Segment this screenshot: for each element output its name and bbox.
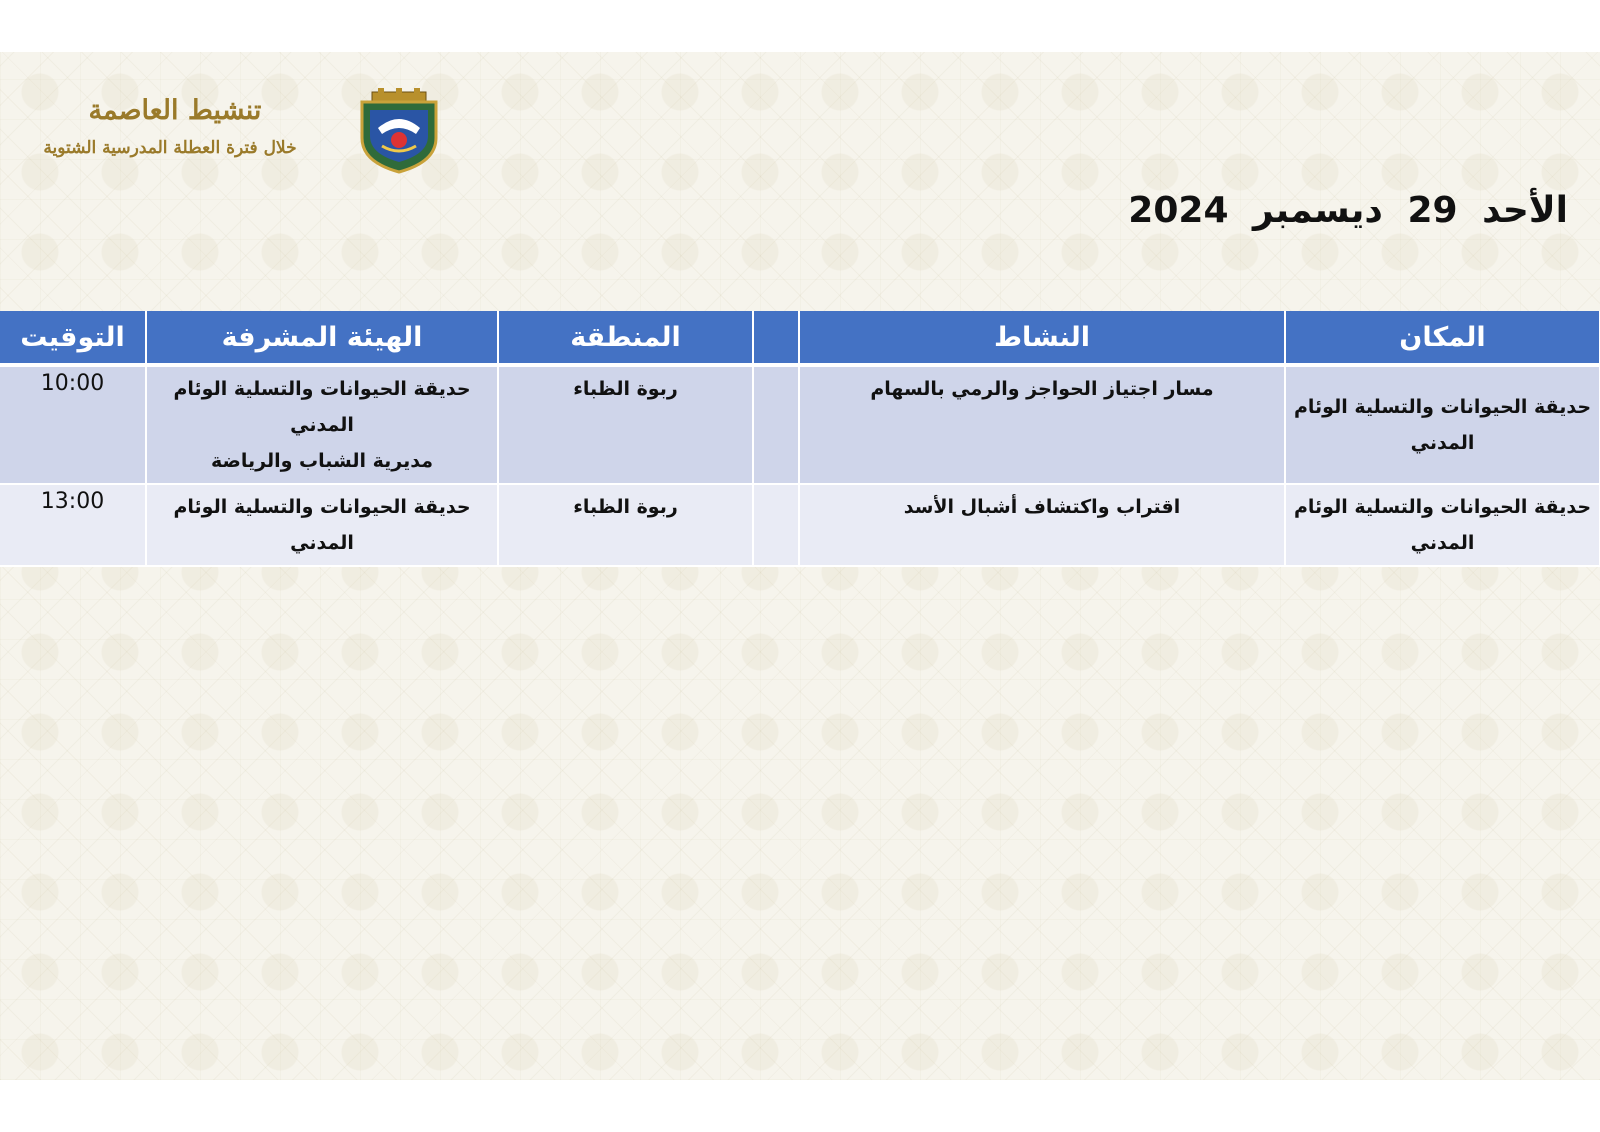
place-line: المدني: [1410, 432, 1475, 454]
date-year: 2024: [1128, 190, 1229, 231]
cell-place: [1285, 365, 1600, 484]
organizer-line: المدني: [290, 414, 354, 436]
organizer-line: المدني: [290, 532, 354, 554]
place-line: حديقة الحيوانات والتسلية الوئام: [1293, 496, 1592, 518]
organizer-line: مديرية الشباب والرياضة: [211, 450, 433, 472]
table-header-row: [0, 311, 1600, 365]
table-row: [0, 365, 1600, 484]
column-header-activity: النشاط: [799, 311, 1285, 365]
brand-subtitle: خلال فترة العطلة المدرسية الشتوية: [43, 138, 297, 158]
cell-activity: مسار اجتياز الحواجز والرمي بالسهام: [799, 365, 1285, 484]
column-header-empty: [753, 311, 799, 365]
cell-time: 10:00: [0, 365, 146, 484]
date-day: الأحد: [1482, 190, 1568, 231]
cell-area: ربوة الظباء: [498, 365, 753, 484]
cell-organizer: [146, 365, 498, 484]
cell-activity: اقتراب واكتشاف أشبال الأسد: [799, 484, 1285, 566]
place-line: المدني: [1410, 532, 1475, 554]
brand-title: تنشيط العاصمة: [88, 95, 262, 126]
activities-table: [0, 311, 1600, 567]
schedule-date: [1116, 190, 1568, 231]
cell-area: ربوة الظباء: [498, 484, 753, 566]
cell-time: 13:00: [0, 484, 146, 566]
place-line: حديقة الحيوانات والتسلية الوئام: [1293, 396, 1592, 418]
cell-empty: [753, 365, 799, 484]
table-row: [0, 484, 1600, 566]
organizer-line: حديقة الحيوانات والتسلية الوئام: [173, 496, 471, 518]
date-day-number: 29: [1407, 190, 1458, 231]
column-header-area: المنطقة: [498, 311, 753, 365]
column-header-time: التوقيت: [0, 311, 146, 365]
city-emblem-icon: [358, 88, 440, 174]
slide: [0, 52, 1600, 1080]
column-header-organizer: الهيئة المشرفة: [146, 311, 498, 365]
cell-empty: [753, 484, 799, 566]
date-month: ديسمبر: [1253, 190, 1383, 231]
column-header-place: المكان: [1285, 311, 1600, 365]
organizer-line: حديقة الحيوانات والتسلية الوئام: [173, 378, 471, 400]
cell-organizer: [146, 484, 498, 566]
cell-place: [1285, 484, 1600, 566]
